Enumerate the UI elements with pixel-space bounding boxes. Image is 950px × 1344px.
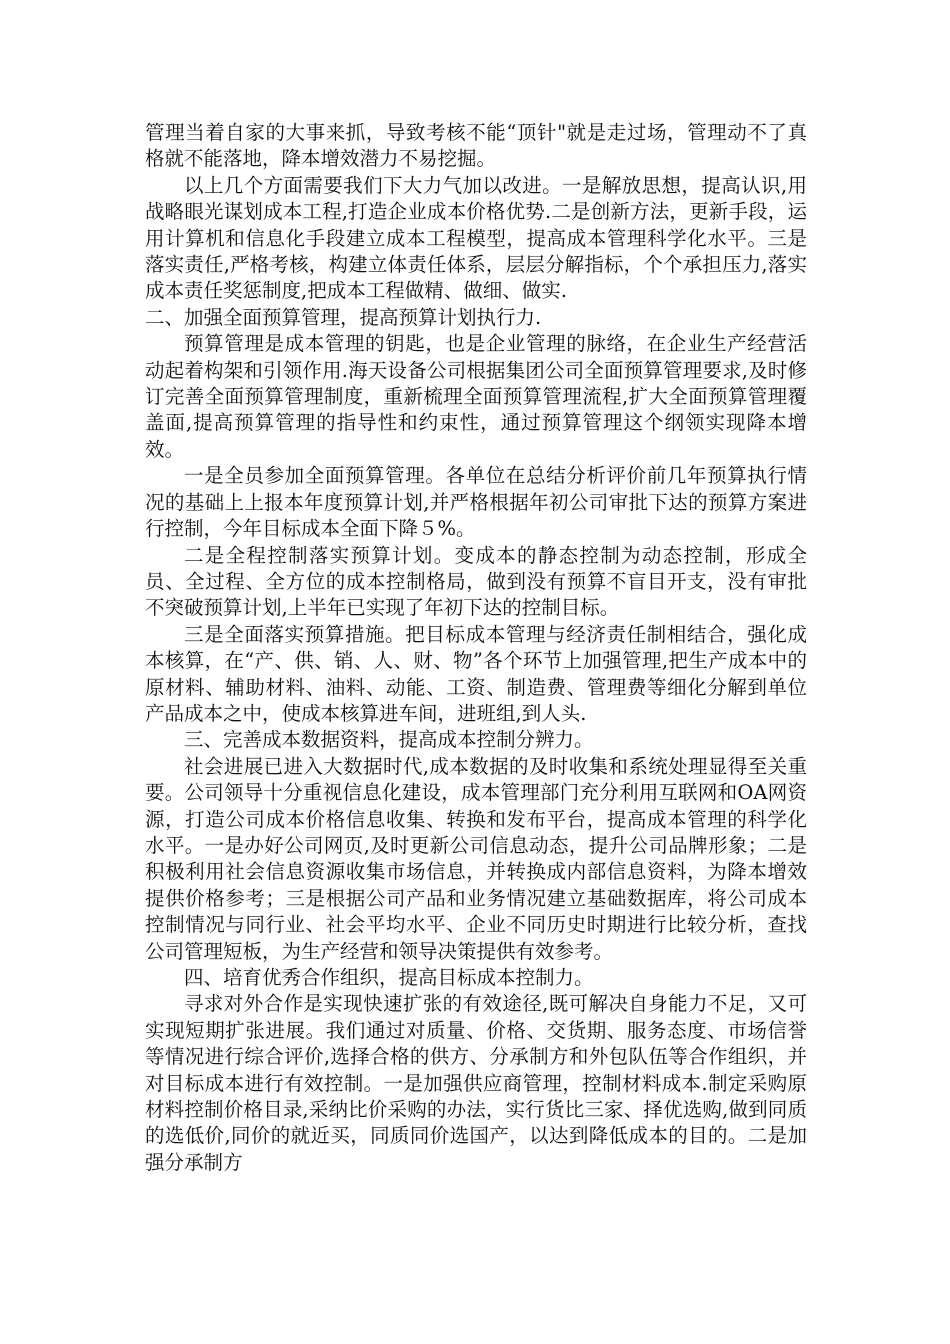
section-heading-4: 四、培育优秀合作组织，提高目标成本控制力。 (184, 966, 594, 989)
paragraph-5: 一是全员参加全面预算管理。各单位在总结分析评价前几年预算执行情况的基础上上报本年度预算计划,并严格根据年初公司审批下达的预算方案进行控制，今年目标成本全面下降５%。 (145, 464, 807, 541)
paragraph-2: 以上几个方面需要我们下大力气加以改进。一是解放思想，提高认识,用战略眼光谋划成本工程,打造企业成本价格优势.二是创新方法，更新手段，运用计算机和信息化手段建立成本工程模型，提高成本管理科学化水平。三是落实责任,严格考核，构建立体责任体系，层层分解指标，个个承担压力,落实成本责任奖惩制度,把成本工程做精、做细、做实. (145, 173, 807, 303)
paragraph-11: 寻求对外合作是实现快速扩张的有效途径,既可解决自身能力不足，又可实现短期扩张进展。我们通过对质量、价格、交货期、服务态度、市场信誉等情况进行综合评价,选择合格的供方、分承制方和外包队伍等合作组织，并对目标成本进行有效控制。一是加强供应商管理，控制材料成本.制定采购原材料控制价格目录,采纳比价采购的办法，实行货比三家、择优选购,做到同质的选低价,同价的就近买，同质同价选国产，以达到降低成本的目的。二是加强分承制方 (145, 992, 807, 1174)
document-body (145, 120, 807, 1176)
section-heading-2: 二、加强全面预算管理，提高预算计划执行力. (145, 305, 542, 329)
paragraph-1: 管理当着自家的大事来抓，导致考核不能“顶针"就是走过场，管理动不了真格就不能落地，降本增效潜力不易挖掘。 (145, 121, 807, 171)
paragraph-9: 社会进展已进入大数据时代,成本数据的及时收集和系统处理显得至关重要。公司领导十分重视信息化建设，成本管理部门充分利用互联网和OA网资源，打造公司成本价格信息收集、转换和发布平台，提高成本管理的科学化水平。一是办好公司网页,及时更新公司信息动态，提升公司品牌形象；二是积极利用社会信息资源收集市场信息，并转换成内部信息资料，为降本增效提供价格参考；三是根据公司产品和业务情况建立基础数据库，将公司成本控制情况与同行业、社会平均水平、企业不同历史时期进行比较分析，查找公司管理短板，为生产经营和领导决策提供有效参考。 (145, 754, 807, 963)
paragraph-6: 二是全程控制落实预算计划。变成本的静态控制为动态控制，形成全员、全过程、全方位的成本控制格局，做到没有预算不盲目开支，没有审批不突破预算计划,上半年已实现了年初下达的控制目标。 (145, 543, 807, 620)
paragraph-4: 预算管理是成本管理的钥匙，也是企业管理的脉络，在企业生产经营活动起着构架和引领作用.海天设备公司根据集团公司全面预算管理要求,及时修订完善全面预算管理制度，重新梳理全面预算管理流程,扩大全面预算管理覆盖面,提高预算管理的指导性和约束性，通过预算管理这个纲领实现降本增效。 (145, 332, 807, 461)
section-heading-3: 三、完善成本数据资料，提高成本控制分辨力。 (184, 728, 594, 752)
paragraph-7: 三是全面落实预算措施。把目标成本管理与经济责任制相结合，强化成本核算，在“产、供、销、人、财、物”各个环节上加强管理,把生产成本中的原材料、辅助材料、油料、动能、工资、制造费、管理费等细化分解到单位产品成本之中，使成本核算进车间，进班组,到人头. (145, 622, 807, 725)
